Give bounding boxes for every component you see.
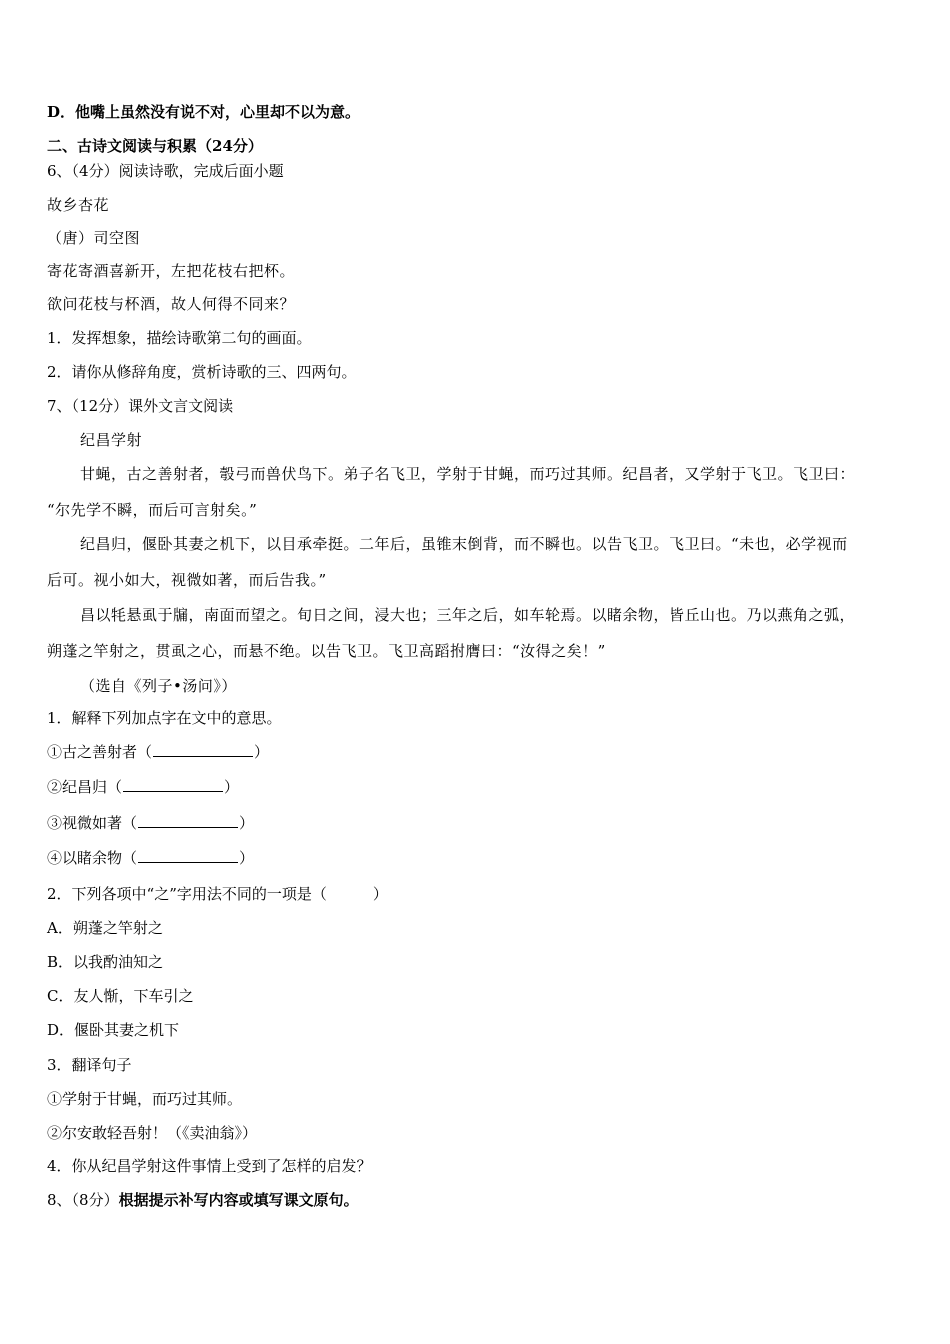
passage-source: （选自《列子•汤问》） xyxy=(80,677,237,695)
answer-blank[interactable] xyxy=(123,777,223,792)
fill-blank-text: ④以睹余物（ xyxy=(47,849,138,867)
answer-blank[interactable] xyxy=(153,742,253,757)
subquestion-text: 2．下列各项中“之”字用法不同的一项是（ xyxy=(47,885,327,903)
choice-option-c: C．友人惭，下车引之 xyxy=(47,987,194,1005)
poem-line: 欲问花枝与杯酒，故人何得不同来？ xyxy=(47,295,296,313)
q7-subquestion: 4．你从纪昌学射这件事情上受到了怎样的启发？ xyxy=(47,1157,372,1175)
poem-author: （唐）司空图 xyxy=(47,229,141,247)
close-paren: ） xyxy=(254,743,270,761)
q6-stem: 6、（4分）阅读诗歌，完成后面小题 xyxy=(47,162,284,180)
passage-line: “尔先学不瞬，而后可言射矣。” xyxy=(47,501,258,519)
close-paren: ） xyxy=(224,778,240,796)
fill-blank-item xyxy=(47,742,269,762)
fill-blank-text: ②纪昌归（ xyxy=(47,778,123,796)
q7-subquestion: 1．解释下列加点字在文中的意思。 xyxy=(47,709,282,727)
q7-stem: 7、（12分）课外文言文阅读 xyxy=(47,397,234,415)
translation-item: ②尔安敢轻吾射！（《卖油翁》） xyxy=(47,1124,258,1142)
fill-blank-item xyxy=(47,777,239,797)
q8-prefix: 8、（8分） xyxy=(47,1191,119,1209)
poem-title: 故乡杏花 xyxy=(47,196,110,214)
translation-item: ①学射于甘蝇，而巧过其师。 xyxy=(47,1090,243,1108)
answer-blank[interactable] xyxy=(138,848,238,863)
passage-line: 甘蝇，古之善射者，彀弓而兽伏鸟下。弟子名飞卫，学射于甘蝇，而巧过其师。纪昌者，又学射于飞卫。飞卫曰： xyxy=(80,465,856,483)
close-paren: ） xyxy=(239,849,255,867)
close-paren: ） xyxy=(239,814,255,832)
close-paren: ） xyxy=(372,885,388,903)
q5-option-d: D．他嘴上虽然没有说不对，心里却不以为意。 xyxy=(47,103,361,121)
passage-title: 纪昌学射 xyxy=(80,431,143,449)
q6-subquestion: 2．请你从修辞角度，赏析诗歌的三、四两句。 xyxy=(47,363,357,381)
q7-subquestion xyxy=(47,884,388,904)
fill-blank-item xyxy=(47,848,254,868)
passage-line: 朔蓬之竿射之，贯虱之心，而悬不绝。以告飞卫。飞卫高蹈拊膺曰：“汝得之矣！” xyxy=(47,642,606,660)
passage-line: 后可。视小如大，视微如著，而后告我。” xyxy=(47,571,327,589)
choice-option-a: A．朔蓬之竿射之 xyxy=(47,919,163,937)
choice-option-b: B．以我酌油知之 xyxy=(47,953,164,971)
q8-text: 根据提示补写内容或填写课文原句。 xyxy=(118,1191,359,1209)
q6-subquestion: 1．发挥想象，描绘诗歌第二句的画面。 xyxy=(47,329,312,347)
q8-stem xyxy=(47,1190,359,1210)
choice-option-d: D．偃卧其妻之机下 xyxy=(47,1021,180,1039)
fill-blank-text: ①古之善射者（ xyxy=(47,743,153,761)
section-heading: 二、古诗文阅读与积累（24分） xyxy=(47,137,263,155)
passage-line: 纪昌归，偃卧其妻之机下，以目承牵挺。二年后，虽锥末倒背，而不瞬也。以告飞卫。飞卫曰。“未也，必学视而 xyxy=(80,535,848,553)
q7-subquestion: 3．翻译句子 xyxy=(47,1056,132,1074)
fill-blank-text: ③视微如著（ xyxy=(47,814,138,832)
passage-line: 昌以牦悬虱于牖，南面而望之。旬日之间，浸大也；三年之后，如车轮焉。以睹余物，皆丘山也。乃以燕角之弧， xyxy=(80,606,856,624)
answer-blank[interactable] xyxy=(138,813,238,828)
fill-blank-item xyxy=(47,813,254,833)
poem-line: 寄花寄酒喜新开，左把花枝右把杯。 xyxy=(47,262,296,280)
